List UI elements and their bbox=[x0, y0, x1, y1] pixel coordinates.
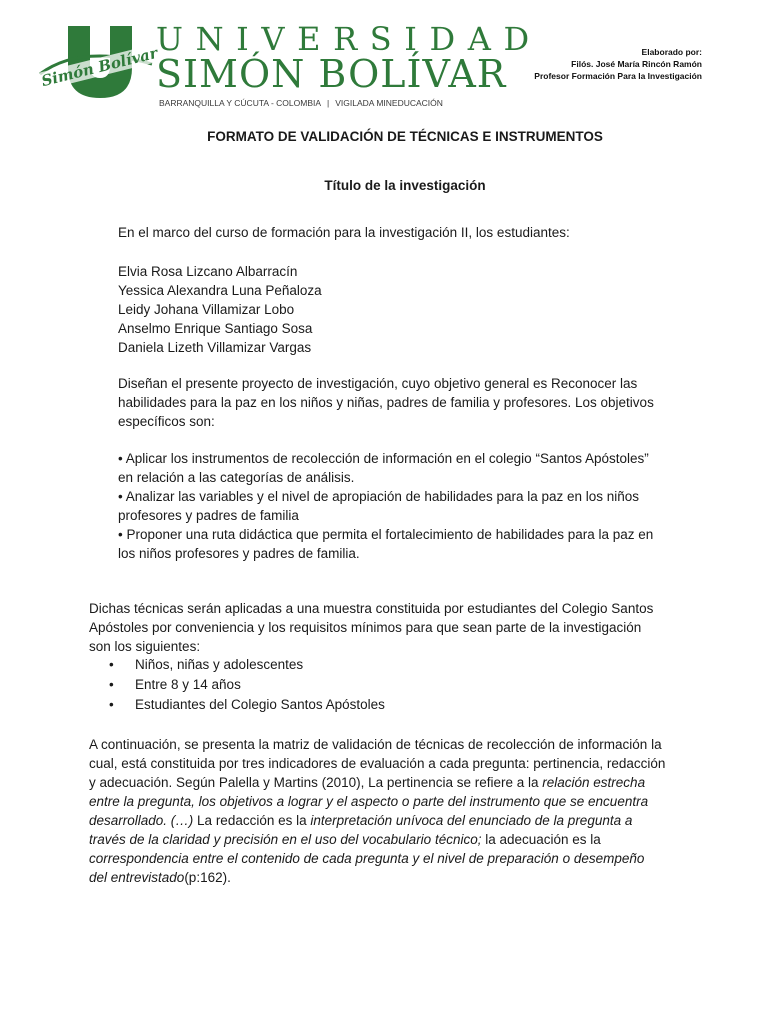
text-line: Apóstoles por conveniencia y los requisitos mínimos para que sean parte de la investigación bbox=[89, 620, 642, 635]
author-block bbox=[534, 46, 702, 82]
students-list bbox=[118, 262, 322, 357]
text-line: • Proponer una ruta didáctica que permita el fortalecimiento de habilidades para la paz en bbox=[118, 527, 654, 542]
text-line: través de la claridad y precisión en el uso del vocabulario técnico; la adecuación es la bbox=[89, 832, 601, 847]
text-line: cual, está constituida por tres indicadores de evaluación a cada pregunta: pertinencia, redacción bbox=[89, 756, 666, 771]
list-item: Daniela Lizeth Villamizar Vargas bbox=[118, 340, 312, 355]
text-line: desarrollado. (…) La redacción es la interpretación unívoca del enunciado de la pregunta a bbox=[89, 813, 633, 828]
list-item: Anselmo Enrique Santiago Sosa bbox=[118, 321, 313, 336]
text-line: • Analizar las variables y el nivel de apropiación de habilidades para la paz en los niños bbox=[118, 489, 640, 504]
document-title: FORMATO DE VALIDACIÓN DE TÉCNICAS E INSTRUMENTOS bbox=[207, 129, 603, 144]
text-line: correspondencia entre el contenido de cada pregunta y el nivel de preparación o desempeño bbox=[89, 851, 645, 866]
author-role: Profesor Formación Para la Investigación bbox=[534, 71, 702, 81]
list-item: Yessica Alexandra Luna Peñaloza bbox=[118, 283, 322, 298]
university-logo bbox=[38, 20, 542, 114]
document-subtitle: Título de la investigación bbox=[324, 178, 486, 193]
text-line: Diseñan el presente proyecto de investigación, cuyo objetivo general es Reconocer las bbox=[118, 376, 638, 391]
list-item: • Niños, niñas y adolescentes bbox=[109, 657, 304, 672]
locations-text: BARRANQUILLA Y CÚCUTA - COLOMBIA bbox=[159, 98, 322, 108]
elaborated-by-label: Elaborado por: bbox=[641, 47, 702, 57]
list-item: Elvia Rosa Lizcano Albarracín bbox=[118, 264, 298, 279]
text-line: profesores y padres de familia bbox=[118, 508, 299, 523]
objective-paragraph bbox=[118, 374, 672, 431]
text-line: en relación a las categorías de análisis. bbox=[118, 470, 355, 485]
university-name-line1: UNIVERSIDAD bbox=[156, 20, 542, 58]
text-line: entre la pregunta, los objetivos a lograr y el aspecto o parte del instrumento que se encuentra bbox=[89, 794, 649, 809]
list-item: • Entre 8 y 14 años bbox=[109, 677, 241, 692]
text-line: específicos son: bbox=[118, 414, 215, 429]
list-item: • Estudiantes del Colegio Santos Apóstoles bbox=[109, 697, 385, 712]
text-line: • Aplicar los instrumentos de recolección de información en el colegio “Santos Apóstoles” bbox=[118, 451, 649, 466]
text-line: los niños profesores y padres de familia. bbox=[118, 546, 360, 561]
text-line: Dichas técnicas serán aplicadas a una muestra constituida por estudiantes del Colegio Santos bbox=[89, 601, 654, 616]
text-line: son los siguientes: bbox=[89, 639, 201, 654]
bullet-icon: • bbox=[109, 677, 114, 692]
text-line: A continuación, se presenta la matriz de validación de técnicas de recolección de información la bbox=[89, 737, 662, 752]
text-line: y adecuación. Según Palella y Martins (2010), La pertinencia se refiere a la relación estrecha bbox=[89, 775, 646, 790]
separator: | bbox=[327, 98, 330, 108]
logo-script-text: Simón Bolívar bbox=[39, 43, 160, 91]
university-tagline bbox=[159, 98, 443, 108]
text-line: habilidades para la paz en los niños y niñas, padres de familia y profesores. Los objetivos bbox=[118, 395, 654, 410]
list-item: Leidy Johana Villamizar Lobo bbox=[118, 302, 295, 317]
sample-paragraph bbox=[89, 599, 653, 656]
author-name: Filós. José María Rincón Ramón bbox=[571, 59, 702, 69]
intro-paragraph: En el marco del curso de formación para la investigación II, los estudiantes: bbox=[118, 225, 570, 240]
specific-objectives bbox=[118, 449, 653, 563]
matrix-paragraph bbox=[89, 735, 665, 887]
bullet-icon: • bbox=[109, 657, 114, 672]
vigilada-text: VIGILADA MINEDUCACIÓN bbox=[335, 98, 443, 108]
text-line: del entrevistado(p:162). bbox=[89, 870, 231, 885]
requirements-list bbox=[109, 657, 385, 717]
bullet-icon: • bbox=[109, 697, 114, 712]
university-name-line2: SIMÓN BOLÍVAR bbox=[156, 52, 507, 96]
